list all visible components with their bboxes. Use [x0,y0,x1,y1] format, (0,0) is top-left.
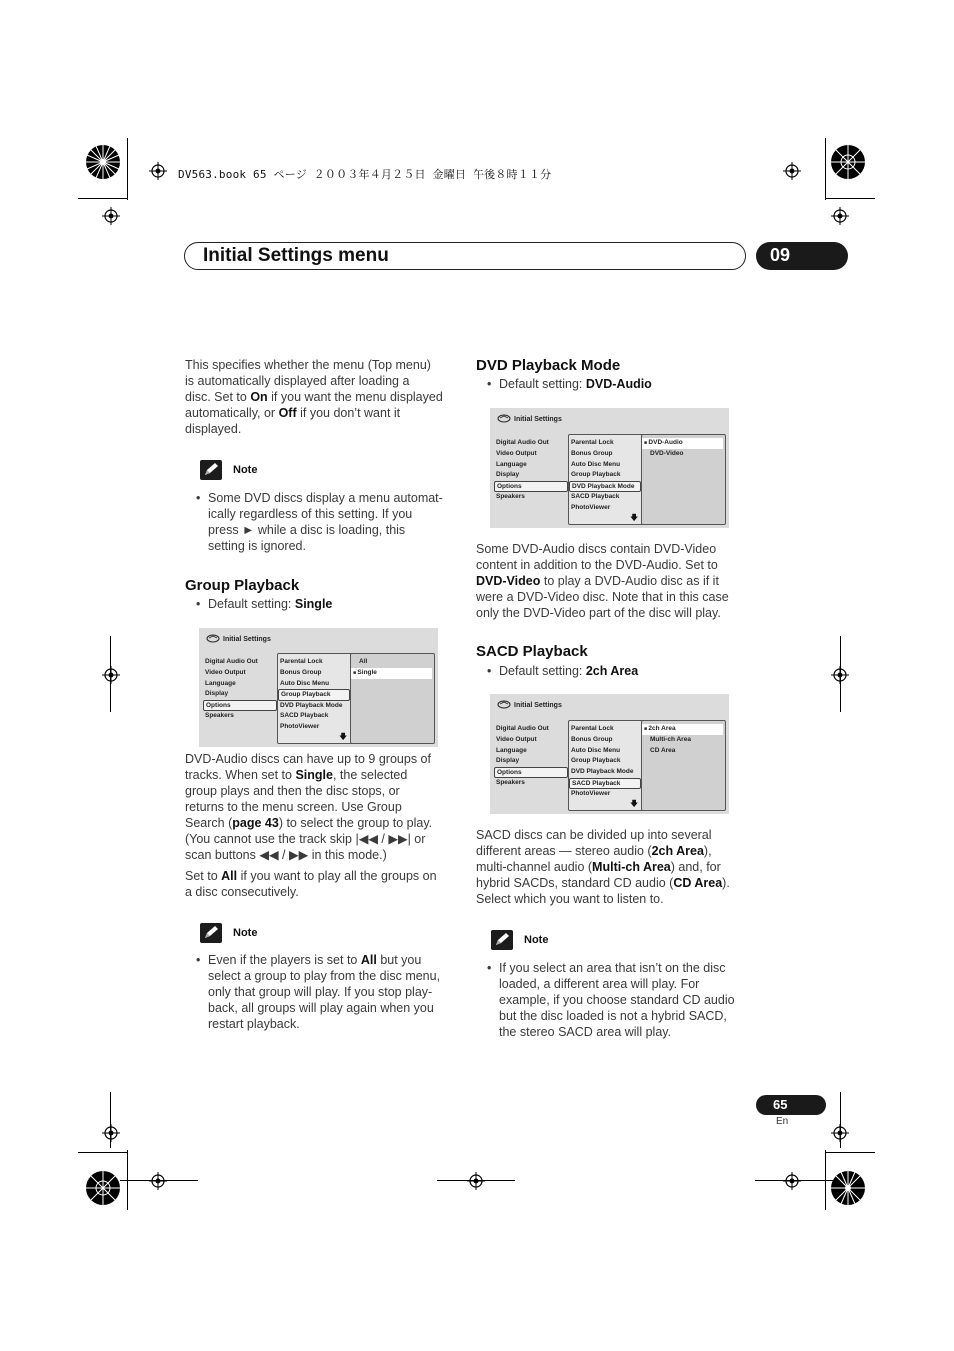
trim-line [110,636,111,712]
submenu-item[interactable]: Bonus Group [571,735,613,743]
submenu-item[interactable]: Bonus Group [280,668,322,676]
scroll-down-arrow-icon: 🡇 [630,799,639,808]
registration-sunburst-icon [85,144,121,180]
menu-item[interactable]: Language [496,746,527,754]
value-list [642,438,723,460]
note-pencil-icon [200,460,222,480]
trim-line [825,1152,875,1153]
menu-item[interactable]: Digital Audio Out [496,439,549,446]
chapter-number: 09 [770,245,791,265]
sacd-playback-heading: SACD Playback [476,643,588,660]
submenu-item[interactable]: PhotoViewer [571,790,611,798]
menu-item[interactable]: Video Output [496,449,537,457]
submenu-item[interactable]: Auto Disc Menu [571,460,621,468]
value-option[interactable]: All [359,658,368,665]
trim-line [825,198,875,199]
value-list [642,724,723,756]
default-setting-bullet: • Default setting: Single [194,596,468,612]
value-option-checked[interactable]: ■ Single [351,668,432,679]
options-submenu-list [569,438,641,514]
submenu-item-selected[interactable]: DVD Playback Mode [569,481,641,492]
submenu-item[interactable]: SACD Playback [280,712,329,720]
note-label: Note [233,927,258,939]
note-bullet: • Even if the players is set to All but you select a group to play from the disc menu, only that group will play. If you stop play- back, all groups will play again when you restart playback. [194,952,472,1032]
menu-item-selected[interactable]: Options [494,767,568,778]
page-title: Initial Settings menu [203,245,389,266]
submenu-item[interactable]: SACD Playback [571,493,620,501]
submenu-item[interactable]: Bonus Group [571,449,613,457]
default-setting-bullet: • Default setting: 2ch Area [485,663,759,679]
note-pencil-icon [200,923,222,943]
submenu-item[interactable]: Auto Disc Menu [571,746,621,754]
disc-settings-icon [497,700,511,711]
crosshair-icon [467,1172,485,1190]
crosshair-icon [149,162,167,180]
title-bar [184,242,746,270]
menu-item[interactable]: Language [496,460,527,468]
menu-item[interactable]: Language [205,679,236,687]
settings-screen-group-playback [199,628,438,747]
scroll-down-arrow-icon: 🡇 [339,732,348,741]
registration-sunburst-icon [85,1170,121,1206]
menu-item[interactable]: Speakers [496,493,525,501]
menu-item-selected[interactable]: Options [203,700,277,711]
dvd-playback-mode-heading: DVD Playback Mode [476,357,621,374]
page-language: En [776,1116,789,1127]
submenu-item[interactable]: Parental Lock [571,439,614,446]
chapter-tab [756,242,848,270]
value-option-checked[interactable]: ■ 2ch Area [642,724,723,735]
screen-title: Initial Settings [497,700,562,711]
submenu-item[interactable]: PhotoViewer [280,723,320,731]
note-label: Note [233,464,258,476]
trim-line [110,1092,111,1148]
group-playback-paragraph: DVD-Audio discs can have up to 9 groups of tracks. When set to Single, the selected group plays and then the disc stops, or returns to the menu screen. Use Group Search (page 43) to select the group to play. (You cannot use the track skip |◀◀ / ▶▶| or scan buttons ◀◀ / ▶▶ in this mode.) Set to All if you want to play all the groups on a disc consecutively. [185,752,437,899]
submenu-item[interactable]: DVD Playback Mode [280,701,343,709]
trim-line [78,1152,128,1153]
disc-settings-icon [206,634,220,645]
trim-line [840,1092,841,1148]
page-number: 65 [773,1097,788,1112]
note-bullet: • If you select an area that isn’t on the disc loaded, a different area will play. For example, if you choose standard CD audio but the disc loaded is not a hybrid SACD, the stereo SACD area will play. [485,960,763,1040]
crosshair-icon [102,1124,120,1142]
trim-line [840,636,841,712]
submenu-item[interactable]: Group Playback [571,471,621,479]
submenu-item[interactable]: Group Playback [571,757,621,765]
group-playback-heading: Group Playback [185,577,300,594]
page-number-pill [756,1095,826,1115]
trim-line [127,138,128,200]
default-setting-bullet: • Default setting: DVD-Audio [485,376,759,392]
value-option[interactable]: Multi-ch Area [650,735,691,743]
screen-title: Initial Settings [206,634,271,645]
trim-line [78,198,128,199]
trim-line [755,1180,833,1181]
note-pencil-icon [491,930,513,950]
menu-item[interactable]: Video Output [205,668,246,676]
registration-sunburst-icon [830,1170,866,1206]
value-list [351,657,432,679]
options-submenu-list [569,724,641,800]
settings-screen-dvd-playback-mode [490,408,729,528]
trim-line [437,1180,515,1181]
value-option[interactable]: DVD-Video [650,449,684,457]
trim-line [120,1180,198,1181]
disc-settings-icon [497,414,511,425]
main-menu-list [203,657,277,722]
dvd-playback-mode-paragraph: Some DVD-Audio discs contain DVD-Video content in addition to the DVD-Audio. Set to DVD-Video to play a DVD-Audio disc as if it were a DVD-Video disc. Note that in this case only the DVD-Video part of the disc will play. [476,542,729,620]
menu-item[interactable]: Digital Audio Out [205,658,258,665]
value-option-checked[interactable]: ■ DVD-Audio [642,438,723,449]
menu-item[interactable]: Speakers [205,712,234,720]
menu-item[interactable]: Video Output [496,735,537,743]
menu-item[interactable]: Digital Audio Out [496,725,549,732]
note-bullet: • Some DVD discs display a menu automat- ically regardless of this setting. If you press ► while a disc is loading, this setting is ignored. [194,490,470,554]
menu-item[interactable]: Display [205,690,229,698]
intro-paragraph: This specifies whether the menu (Top menu) is automatically displayed after loading a disc. Set to On if you want the menu displayed automatically, or Off if you don’t want it displayed. [185,358,443,436]
file-header: DV563.book 65 ページ ２００３年４月２５日 金曜日 午後８時１１分 [178,168,552,181]
crosshair-icon [783,162,801,180]
menu-item[interactable]: Display [496,757,520,765]
crosshair-icon [831,207,849,225]
submenu-item-selected[interactable]: SACD Playback [569,778,641,789]
main-menu-list [494,724,568,789]
scroll-down-arrow-icon: 🡇 [630,513,639,522]
menu-item[interactable]: Display [496,471,520,479]
menu-item-selected[interactable]: Options [494,481,568,492]
trim-line [825,138,826,200]
sacd-paragraph: SACD discs can be divided up into several different areas — stereo audio (2ch Area), multi-channel audio (Multi-ch Area) and, for hybrid SACDs, standard CD audio (CD Area). Select which you want to listen to. [476,828,730,906]
submenu-item[interactable]: Parental Lock [571,725,614,732]
crosshair-icon [149,1172,167,1190]
screen-title: Initial Settings [497,414,562,425]
submenu-item[interactable]: Parental Lock [280,658,323,665]
main-menu-list [494,438,568,503]
menu-item[interactable]: Speakers [496,779,525,787]
crosshair-icon [102,666,120,684]
crosshair-icon [783,1172,801,1190]
value-option[interactable]: CD Area [650,746,676,754]
options-submenu-list [278,657,350,733]
crosshair-icon [102,207,120,225]
submenu-item-selected[interactable]: Group Playback [278,689,350,700]
submenu-item[interactable]: DVD Playback Mode [571,768,634,776]
submenu-item[interactable]: Auto Disc Menu [280,679,330,687]
settings-screen-sacd-playback [490,694,729,814]
registration-sunburst-icon [830,144,866,180]
note-label: Note [524,934,549,946]
submenu-item[interactable]: PhotoViewer [571,504,611,512]
